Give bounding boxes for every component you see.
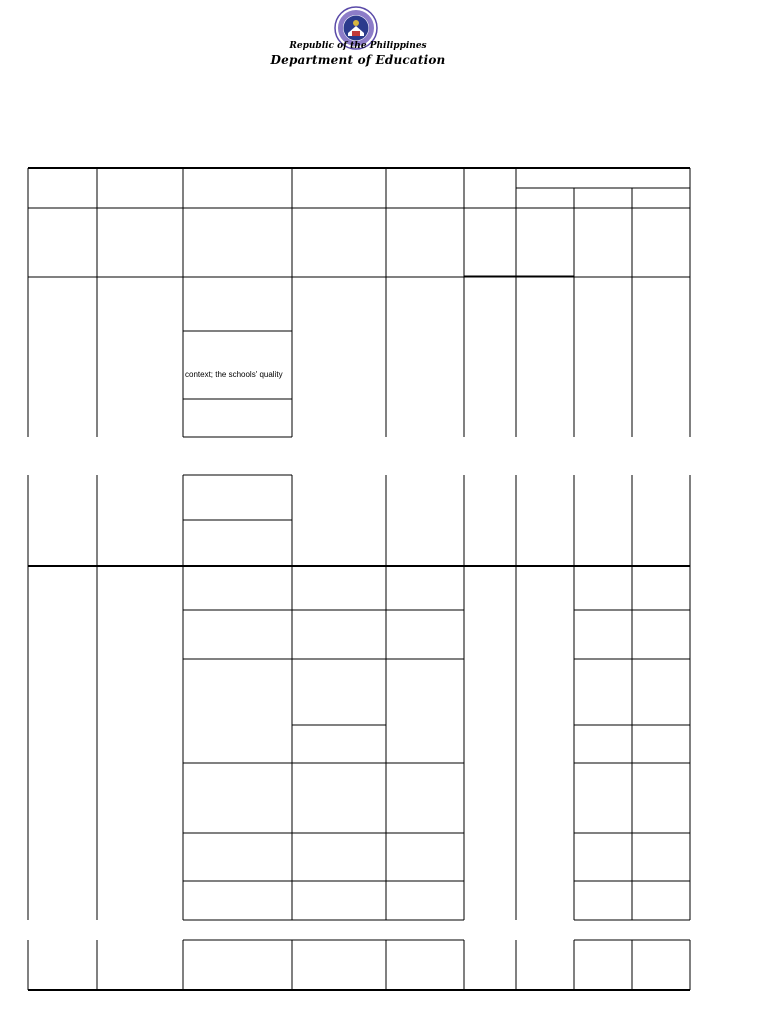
table-cell-text: context; the schools' quality xyxy=(185,370,283,379)
republic-heading: Republic of the Philippines xyxy=(289,41,427,51)
department-heading: Department of Education xyxy=(270,53,446,67)
